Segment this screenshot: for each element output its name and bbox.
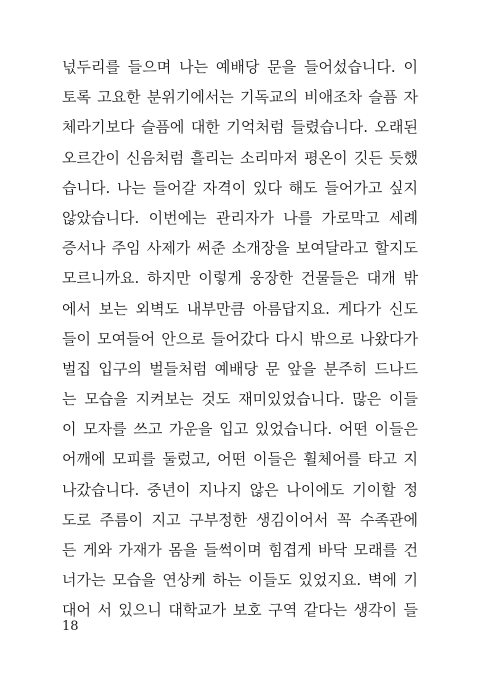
text-line: 는 모습을 지켜보는 것도 재미있었습니다. 많은 이들 <box>62 390 418 409</box>
text-line: 너가는 모습을 연상케 하는 이들도 있었지요. 벽에 기 <box>62 571 418 590</box>
text-line: 도로 주름이 지고 구부정한 생김이어서 꼭 수족관에 <box>62 510 418 529</box>
page-number: 18 <box>62 619 79 634</box>
text-line: 에서 보는 외벽도 내부만큼 아름답지요. 게다가 신도 <box>62 299 418 318</box>
text-line: 벌집 입구의 벌들처럼 예배당 문 앞을 분주히 드나드 <box>62 359 418 378</box>
text-line: 체라기보다 슬픔에 대한 기억처럼 들렸습니다. 오래된 <box>62 118 418 137</box>
text-line: 이 모자를 쓰고 가운을 입고 있었습니다. 어떤 이들은 <box>62 420 418 439</box>
text-line: 나갔습니다. 중년이 지나지 않은 나이에도 기이할 정 <box>62 480 418 499</box>
text-line: 들이 모여들어 안으로 들어갔다 다시 밖으로 나왔다가 <box>62 329 418 348</box>
text-line: 습니다. 나는 들어갈 자격이 있다 해도 들어가고 싶지 <box>62 178 418 197</box>
text-line: 오르간이 신음처럼 흘리는 소리마저 평온이 깃든 듯했 <box>62 148 418 167</box>
body-text <box>62 52 418 626</box>
text-line: 않았습니다. 이번에는 관리자가 나를 가로막고 세례 <box>62 208 418 227</box>
text-line: 증서나 주임 사제가 써준 소개장을 보여달라고 할지도 <box>62 239 418 258</box>
text-line: 토록 고요한 분위기에서는 기독교의 비애조차 슬픔 자 <box>62 88 418 107</box>
text-line: 모르니까요. 하지만 이렇게 웅장한 건물들은 대개 밖 <box>62 269 418 288</box>
text-line: 대어 서 있으니 대학교가 보호 구역 같다는 생각이 들 <box>62 601 418 620</box>
text-line: 넋두리를 들으며 나는 예배당 문을 들어섰습니다. 이 <box>62 58 418 76</box>
text-line: 어깨에 모피를 둘렀고, 어떤 이들은 휠체어를 타고 지 <box>62 450 418 469</box>
text-line: 든 게와 가재가 몸을 들썩이며 힘겹게 바닥 모래를 건 <box>62 541 418 559</box>
